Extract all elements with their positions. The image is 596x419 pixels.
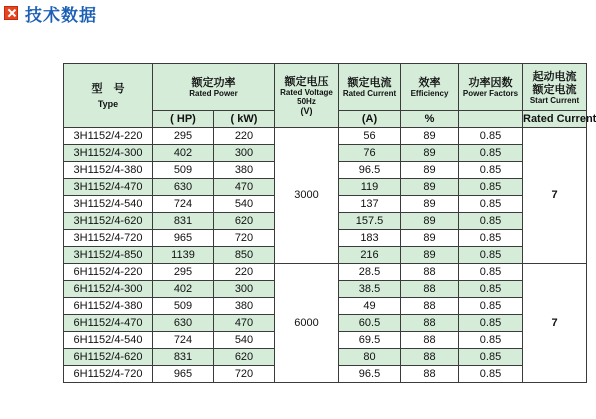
cell-start-ratio: 7 [523,264,587,383]
cell-type: 3H1152/4-620 [64,213,153,230]
header-current [339,64,401,111]
header-efficiency [401,64,459,111]
cell-power-factor: 0.85 [459,349,523,366]
cell-current: 183 [339,230,401,247]
header-start-current-en: Start Current [529,95,580,105]
cell-efficiency: 88 [401,298,459,315]
header-efficiency-cn: 效率 [418,76,441,89]
cell-type: 6H1152/4-380 [64,298,153,315]
cell-power-factor: 0.85 [459,196,523,213]
cell-hp: 724 [153,196,214,213]
header-voltage-freq: 50Hz [297,96,316,106]
cell-type: 3H1152/4-470 [64,179,153,196]
cell-kw: 540 [214,332,275,349]
cell-hp: 1139 [153,247,214,264]
cell-kw: 620 [214,349,275,366]
cell-kw: 720 [214,366,275,383]
cell-current: 216 [339,247,401,264]
header-rated-current-en: Rated Current [523,111,587,128]
cell-current: 69.5 [339,332,401,349]
cell-current: 38.5 [339,281,401,298]
cell-kw: 540 [214,196,275,213]
header-power [153,64,275,111]
cell-power-factor: 0.85 [459,247,523,264]
cell-hp: 295 [153,264,214,281]
cell-current: 80 [339,349,401,366]
cell-efficiency: 89 [401,162,459,179]
cell-hp: 724 [153,332,214,349]
cell-type: 3H1152/4-850 [64,247,153,264]
header-efficiency-en: Efficiency [410,89,449,98]
cell-type: 3H1152/4-220 [64,128,153,145]
cell-hp: 402 [153,145,214,162]
cell-power-factor: 0.85 [459,264,523,281]
cell-power-factor: 0.85 [459,179,523,196]
header-voltage [275,64,339,128]
cell-start-ratio: 7 [523,128,587,264]
cell-power-factor: 0.85 [459,145,523,162]
cell-power-factor: 0.85 [459,366,523,383]
cell-current: 28.5 [339,264,401,281]
cell-hp: 831 [153,213,214,230]
header-start-current-cn-2: 额定电流 [532,82,577,96]
header-voltage-cn: 额定电压 [284,74,329,88]
header-voltage-unit: (V) [300,105,313,116]
cell-type: 3H1152/4-540 [64,196,153,213]
cell-efficiency: 89 [401,230,459,247]
cell-voltage: 6000 [275,264,339,383]
cell-kw: 380 [214,298,275,315]
header-type-en: Type [97,98,119,109]
cell-power-factor: 0.85 [459,332,523,349]
cell-efficiency: 89 [401,179,459,196]
cell-type: 6H1152/4-720 [64,366,153,383]
table-row [64,128,587,145]
cell-current: 96.5 [339,366,401,383]
cell-efficiency: 89 [401,247,459,264]
cell-type: 3H1152/4-720 [64,230,153,247]
cell-hp: 630 [153,179,214,196]
technical-data-table [63,63,596,383]
cell-current: 137 [339,196,401,213]
header-type-cn: 型 号 [91,81,125,95]
cell-type: 6H1152/4-300 [64,281,153,298]
cell-kw: 720 [214,230,275,247]
table-body [64,128,587,383]
cell-hp: 630 [153,315,214,332]
header-type [64,64,153,128]
cell-power-factor: 0.85 [459,281,523,298]
section-heading [4,2,97,24]
header-current-en: Rated Current [342,89,397,98]
section-title: 技术数据 [25,5,97,26]
cell-kw: 470 [214,179,275,196]
cell-kw: 220 [214,128,275,145]
header-power-hp: ( HP) [153,111,214,128]
header-start-current-cn-1: 起动电流 [532,69,577,83]
header-current-unit: (A) [339,111,401,128]
cell-efficiency: 88 [401,315,459,332]
cell-kw: 300 [214,145,275,162]
cell-efficiency: 89 [401,196,459,213]
cell-current: 119 [339,179,401,196]
header-power-factor-unit [459,111,523,128]
cell-current: 96.5 [339,162,401,179]
header-power-factor-cn: 功率因数 [468,76,513,89]
cell-current: 157.5 [339,213,401,230]
cell-power-factor: 0.85 [459,128,523,145]
header-power-factor [459,64,523,111]
cell-current: 60.5 [339,315,401,332]
cell-efficiency: 88 [401,366,459,383]
cell-kw: 300 [214,281,275,298]
cell-power-factor: 0.85 [459,230,523,247]
cell-kw: 470 [214,315,275,332]
cell-type: 6H1152/4-220 [64,264,153,281]
cell-kw: 380 [214,162,275,179]
cell-type: 3H1152/4-380 [64,162,153,179]
cell-hp: 509 [153,162,214,179]
cell-power-factor: 0.85 [459,298,523,315]
cell-efficiency: 88 [401,264,459,281]
cell-efficiency: 89 [401,128,459,145]
cell-hp: 965 [153,230,214,247]
header-voltage-en: Rated Voltage [280,87,333,97]
cell-type: 6H1152/4-620 [64,349,153,366]
cell-voltage: 3000 [275,128,339,264]
table-row [64,264,587,281]
cell-kw: 220 [214,264,275,281]
close-box-icon [4,6,18,20]
header-power-factor-en: Power Factors [462,89,519,98]
cell-type: 3H1152/4-300 [64,145,153,162]
cell-hp: 509 [153,298,214,315]
cell-hp: 831 [153,349,214,366]
cell-efficiency: 88 [401,281,459,298]
header-power-kw: ( kW) [214,111,275,128]
cell-efficiency: 89 [401,213,459,230]
cell-kw: 620 [214,213,275,230]
header-efficiency-unit: % [401,111,459,128]
cell-hp: 402 [153,281,214,298]
cell-current: 76 [339,145,401,162]
cell-hp: 295 [153,128,214,145]
cell-current: 49 [339,298,401,315]
cell-kw: 850 [214,247,275,264]
header-power-en: Rated Power [189,89,238,98]
cell-efficiency: 89 [401,145,459,162]
header-current-cn: 额定电流 [347,76,392,89]
cell-type: 6H1152/4-470 [64,315,153,332]
cell-hp: 965 [153,366,214,383]
cell-power-factor: 0.85 [459,162,523,179]
header-start-current [523,64,587,111]
cell-efficiency: 88 [401,332,459,349]
header-power-cn: 额定功率 [191,76,236,89]
cell-efficiency: 88 [401,349,459,366]
cell-current: 56 [339,128,401,145]
cell-power-factor: 0.85 [459,315,523,332]
cell-type: 6H1152/4-540 [64,332,153,349]
cell-power-factor: 0.85 [459,213,523,230]
